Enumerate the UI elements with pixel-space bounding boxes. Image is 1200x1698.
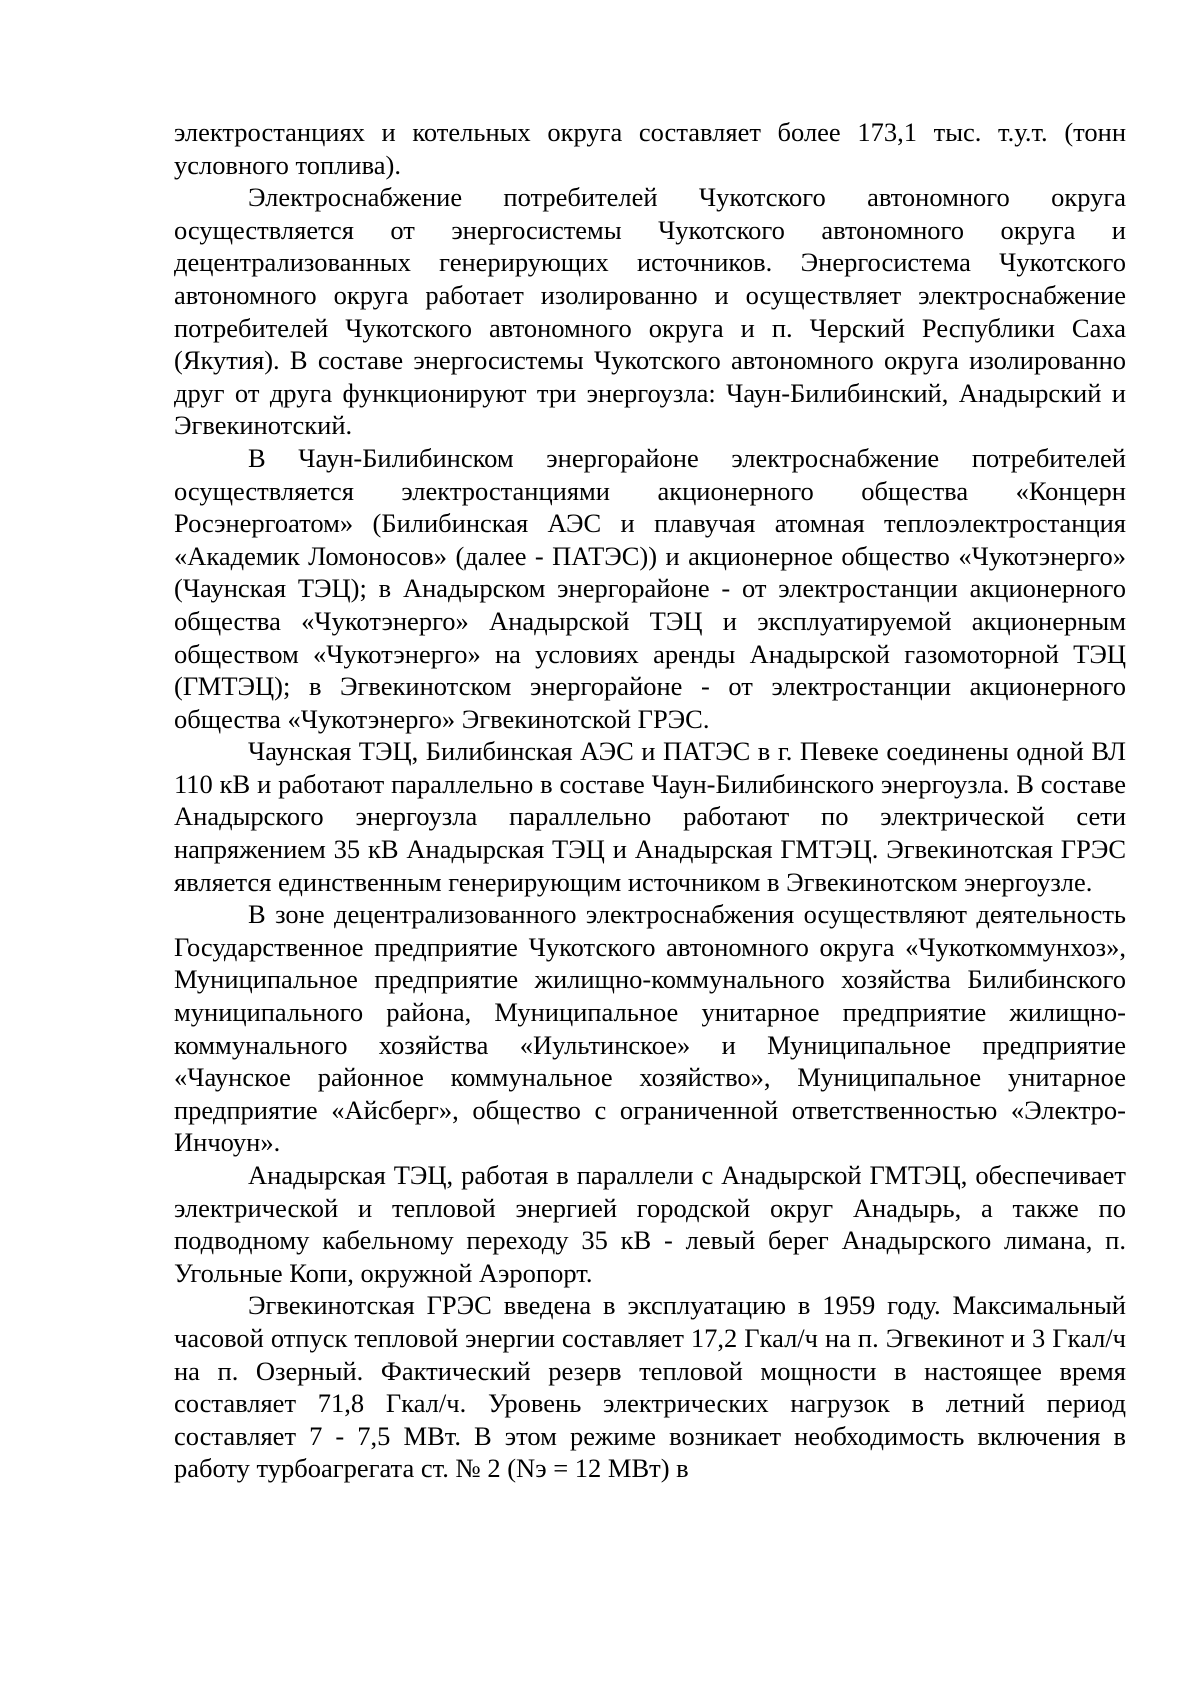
paragraph-egvekinot-gres: Эгвекинотская ГРЭС введена в эксплуатацию в 1959 году. Максимальный часовой отпуск тепловой энергии составляет 17,2 Гкал/ч на п. Эгвекинот и 3 Гкал/ч на п. Озерный. Фактический резерв тепловой мощности в настоящее время составляет 71,8 Гкал/ч. Уровень электрических нагрузок в летний период составляет 7 - 7,5 МВт. В этом режиме возникает необходимость включения в работу турбоагрегата ст. № 2 (Nэ = 12 МВт) в bbox=[174, 1290, 1126, 1484]
paragraph-energy-system: Электроснабжение потребителей Чукотского автономного округа осуществляется от энергосистемы Чукотского автономного округа и децентрализованных генерирующих источников. Энергосистема Чукотского автономного округа работает изолированно и осуществляет электроснабжение потребителей Чукотского автономного округа и п. Черский Республики Саха (Якутия). В составе энергосистемы Чукотского автономного округа изолированно друг от друга функционируют три энергоузла: Чаун-Билибинский, Анадырский и Эгвекинотский. bbox=[174, 182, 1126, 441]
paragraph-anadyr-tec: Анадырская ТЭЦ, работая в параллели с Анадырской ГМТЭЦ, обеспечивает электрической и тепловой энергией городской округ Анадырь, а также по подводному кабельному переходу 35 кВ - левый берег Анадырского лимана, п. Угольные Копи, окружной Аэропорт. bbox=[174, 1160, 1126, 1288]
paragraph-continuation: электростанциях и котельных округа составляет более 173,1 тыс. т.у.т. (тонн условного топлива). bbox=[174, 117, 1126, 180]
paragraph-chaun-bilibino: В Чаун-Билибинском энергорайоне электроснабжение потребителей осуществляется электростанциями акционерного общества «Концерн Росэнергоатом» (Билибинская АЭС и плавучая атомная теплоэлектростанция «Академик Ломоносов» (далее - ПАТЭС)) и акционерное общество «Чукотэнерго» (Чаунская ТЭЦ); в Анадырском энергорайоне - от электростанции акционерного общества «Чукотэнерго» Анадырской ТЭЦ и эксплуатируемой акционерным обществом «Чукотэнерго» на условиях аренды Анадырской газомоторной ТЭЦ (ГМТЭЦ); в Эгвекинотском энергорайоне - от электростанции акционерного общества «Чукотэнерго» Эгвекинотской ГРЭС. bbox=[174, 442, 1126, 734]
document-body bbox=[174, 116, 1126, 1485]
paragraph-chaunskaya-tec: Чаунская ТЭЦ, Билибинская АЭС и ПАТЭС в г. Певеке соединены одной ВЛ 110 кВ и работают параллельно в составе Чаун-Билибинского энергоузла. В составе Анадырского энергоузла параллельно работают по электрической сети напряжением 35 кВ Анадырская ТЭЦ и Анадырская ГМТЭЦ. Эгвекинотская ГРЭС является единственным генерирующим источником в Эгвекинотском энергоузле. bbox=[174, 736, 1126, 897]
paragraph-decentralized-zone: В зоне децентрализованного электроснабжения осуществляют деятельность Государственное предприятие Чукотского автономного округа «Чукоткоммунхоз», Муниципальное предприятие жилищно-коммунального хозяйства Билибинского муниципального района, Муниципальное унитарное предприятие жилищно-коммунального хозяйства «Иультинское» и Муниципальное предприятие «Чаунское районное коммунальное хозяйство», Муниципальное унитарное предприятие «Айсберг», общество с ограниченной ответственностью «Электро-Инчоун». bbox=[174, 899, 1126, 1158]
